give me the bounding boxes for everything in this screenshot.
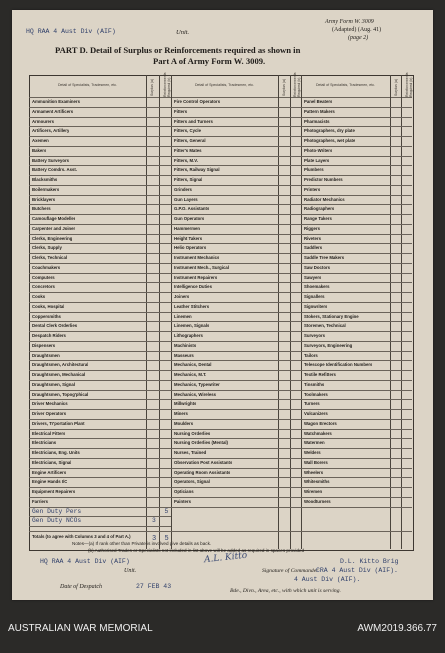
table-row-line [301, 146, 412, 147]
table-row-line [301, 214, 412, 215]
cra-typed-1: CRA 4 Aust Div (AIF). [316, 567, 398, 574]
table-row-line [171, 331, 301, 332]
trade-row-label: Saddlers [304, 245, 323, 251]
trade-row-label: Mechanics, Wireless [174, 391, 216, 397]
trade-row-label: Helio Operators [174, 245, 207, 251]
trade-row-label: Fitters [174, 108, 188, 114]
table-row-line [29, 497, 171, 498]
table-row-line [29, 321, 171, 322]
table-row-line [301, 419, 412, 420]
form-title-line-1: PART D. Detail of Surplus or Reinforcements required as shown in [55, 45, 301, 55]
col-header-surplus: Surplus (a) [150, 78, 155, 96]
signature-name-typed: D.L. Kitto Brig [340, 558, 399, 565]
table-row-line [301, 224, 412, 225]
table-row-line [171, 487, 301, 488]
table-row-line [301, 341, 412, 342]
table-row-line [171, 468, 301, 469]
trade-row-label: G.P.O. Assistants [174, 206, 210, 212]
added-row-label: Gen Duty NCOs [32, 517, 82, 525]
table-row-line [29, 146, 171, 147]
trade-row-label: Mechanics, Typewriter [174, 381, 220, 387]
totals-divider [29, 531, 412, 532]
trade-row-label: Watermen [304, 440, 325, 446]
trade-row-label: Instrument Repairers [174, 274, 218, 280]
table-row-line [29, 214, 171, 215]
trade-row-label: Bricklayers [32, 196, 56, 202]
trade-row-label: Welders [304, 450, 321, 455]
footer-institution: AUSTRALIAN WAR MEMORIAL [8, 623, 153, 634]
table-row-line [29, 331, 171, 332]
trade-row-label: Riveters [304, 235, 321, 241]
table-row-line [171, 165, 301, 166]
trade-row-label: Gun Operators [174, 216, 205, 221]
table-row-line [301, 117, 412, 118]
table-row-line [29, 224, 171, 225]
table-row-line [29, 360, 171, 361]
table-row-line [171, 419, 301, 420]
table-row-line [29, 438, 171, 439]
table-row-line [171, 399, 301, 400]
trade-row-label: Photographers, dry plate [304, 128, 355, 134]
table-row-line [171, 351, 301, 352]
unit-label-bottom: Unit. [124, 568, 137, 574]
trade-row-label: Battery Comdrs. Asst. [32, 167, 77, 173]
trade-row-label: Wheelers [304, 469, 324, 475]
table-row-line [29, 390, 171, 391]
table-row-line [301, 126, 412, 127]
table-row-line [301, 312, 412, 313]
col-header-trade: Detail of Specialists, Tradesmen, etc. [315, 83, 376, 87]
form-ref-3: (page 2) [348, 35, 369, 41]
trade-row-label: Battery Surveyors [32, 157, 70, 163]
table-row-line [171, 380, 301, 381]
table-row-line [171, 390, 301, 391]
table-row-line [29, 165, 171, 166]
table-row-line [171, 126, 301, 127]
table-row-line [171, 253, 301, 254]
table-row-line [301, 165, 412, 166]
table-row-line [29, 409, 171, 410]
trade-row-label: Engine Hands I/C [32, 479, 68, 485]
table-row-line [301, 331, 412, 332]
trade-row-label: Leather Stitchers [174, 303, 210, 309]
table-row-line [171, 117, 301, 118]
trade-row-label: Electricians [32, 440, 57, 446]
table-row-line [29, 429, 171, 430]
trade-row-label: Vulcanizers [304, 411, 328, 416]
form-ref-1: Army Form W. 3009 [325, 19, 374, 25]
trade-row-label: Plumbers [304, 167, 324, 173]
table-row-line [29, 234, 171, 235]
table-row-line [29, 126, 171, 127]
total-required: 5 [164, 535, 169, 543]
trade-row-label: Engine Artificers [32, 469, 67, 475]
table-row-line [29, 487, 171, 488]
trade-row-label: Draughtsmen, Mechanical [32, 372, 86, 377]
table-row-line [301, 185, 412, 186]
table-row-line [301, 302, 412, 303]
table-row-line [171, 282, 301, 283]
table-row-line [301, 351, 412, 352]
trade-row-label: Fitters, Cycle [174, 128, 201, 134]
trade-row-label: Painters [174, 498, 191, 504]
table-row-line [301, 243, 412, 244]
trade-row-label: Surveyors [304, 333, 326, 338]
table-row-line [301, 438, 412, 439]
table-row-line [171, 429, 301, 430]
table-row-line [301, 321, 412, 322]
trade-row-label: Clerks, Engineering [32, 235, 73, 241]
trade-row-label: Height Takers [174, 235, 203, 241]
commander-signature: A.L. Kitto [203, 550, 248, 566]
trade-row-label: Textile Refitters [304, 372, 336, 377]
trade-row-label: Millwrights [174, 401, 197, 407]
table-row-line [29, 468, 171, 469]
table-row-line [29, 263, 171, 264]
table-row-line [29, 526, 171, 527]
table-row-line [171, 175, 301, 176]
trade-row-label: Cooks, Hospital [32, 303, 65, 309]
signature-label: Signature of Commander [262, 568, 319, 574]
table-row-line [171, 312, 301, 313]
table-row-line [301, 136, 412, 137]
table-row-line [29, 399, 171, 400]
trade-row-label: Woodturners [304, 498, 331, 504]
col-header-required: Reinforcements Required (b) [162, 72, 171, 97]
trade-row-label: Range Takers [304, 216, 332, 221]
trade-row-label: Farriers [32, 498, 49, 504]
table-row-line [29, 204, 171, 205]
trade-row-label: Draughtsmen, Architectural [32, 362, 89, 368]
table-row-line [301, 448, 412, 449]
table-row-line [171, 321, 301, 322]
table-row-line [171, 204, 301, 205]
trade-row-label: Hammermen [174, 225, 201, 231]
table-row-line [29, 195, 171, 196]
col-header-surplus: Surplus (a) [393, 78, 398, 96]
trade-row-label: Dispensers [32, 342, 56, 348]
table-row-line [29, 341, 171, 342]
note-line-1: Notes—(a) If rank other than Private is involved give details as back. [72, 541, 212, 546]
trade-row-label: Linemen [174, 313, 192, 319]
table-row-line [301, 263, 412, 264]
table-row-line [171, 156, 301, 157]
trade-row-label: Fitters, Signal [174, 177, 203, 182]
table-row-line [171, 107, 301, 108]
table-row-line [29, 458, 171, 459]
trade-row-label: Fitters, Railway Signal [174, 167, 220, 173]
table-row-line [29, 175, 171, 176]
trade-row-label: Pharmacists [304, 118, 330, 124]
bde-label: Bde., Divn., Area, etc., with which unit is serving. [230, 588, 341, 594]
table-row-line [171, 438, 301, 439]
trade-row-label: Electricians, Signal [32, 459, 72, 465]
trade-row-label: Driver Operators [32, 411, 67, 416]
trade-row-label: Dental Clerk Orderlies [32, 323, 78, 329]
trade-row-label: Wagon Erectors [304, 420, 337, 426]
trade-row-label: Signallers [304, 294, 325, 299]
trade-row-label: Fitters, General [174, 138, 206, 143]
table-row-line [171, 370, 301, 371]
trade-row-label: Saw Doctors [304, 264, 331, 270]
trade-row-label: Artificers, Artillery [32, 128, 70, 134]
table-row-line [171, 234, 301, 235]
table-row-line [301, 458, 412, 459]
form-title-line-2: Part A of Army Form W. 3009. [153, 56, 266, 66]
trade-row-label: Electricians, Eng. Units [32, 450, 80, 455]
table-row-line [301, 175, 412, 176]
trade-row-label: Telescope Identification Numbers [304, 362, 373, 368]
form-page [12, 10, 433, 600]
trade-row-label: Equipment Repairers [32, 489, 76, 494]
trade-row-label: Computers [32, 274, 55, 280]
table-row-line [29, 117, 171, 118]
trade-row-label: Nursing Orderlies [174, 430, 211, 436]
trade-row-label: Panel Beaters [304, 99, 333, 104]
trade-row-label: Lithographers [174, 333, 203, 338]
added-row-label: Gen Duty Pers [32, 507, 82, 515]
cra-typed-2: 4 Aust Div (AIF). [294, 576, 361, 583]
table-row-line [301, 380, 412, 381]
added-row-surplus: 3 [152, 517, 156, 525]
table-row-line [171, 477, 301, 478]
table-row-line [301, 234, 412, 235]
table-row-line [29, 448, 171, 449]
table-row-line [29, 380, 171, 381]
trade-row-label: Despatch Riders [32, 333, 66, 338]
table-row-line [301, 253, 412, 254]
table-row-line [171, 507, 301, 508]
trade-row-label: Moulders [174, 420, 194, 426]
trade-row-label: Sawyers [304, 274, 322, 280]
trade-row-label: Joiners [174, 294, 190, 299]
table-row-line [171, 185, 301, 186]
trade-row-label: Toolmakers [304, 391, 328, 397]
trade-row-label: Wiremen [304, 489, 323, 494]
table-row-line [301, 360, 412, 361]
table-row-line [301, 107, 412, 108]
table-row-line [301, 477, 412, 478]
table-row-line [29, 253, 171, 254]
header-divider [29, 97, 412, 98]
table-row-line [171, 273, 301, 274]
trade-row-label: Pattern Makers [304, 108, 335, 114]
trade-row-label: Grinders [174, 186, 192, 192]
table-row-line [29, 351, 171, 352]
table-row-line [301, 487, 412, 488]
table-row-line [171, 243, 301, 244]
trade-row-label: Armament Artificers [32, 108, 74, 114]
table-row-line [29, 477, 171, 478]
table-row-line [29, 419, 171, 420]
trade-row-label: Whitesmiths [304, 479, 330, 485]
trade-row-label: Driver Mechanics [32, 401, 68, 407]
trade-row-label: Mechanics, M.T. [174, 372, 207, 377]
table-row-line [29, 243, 171, 244]
trade-row-label: Surveyors, Engineering [304, 342, 353, 348]
trade-row-label: Predictor Numbers [304, 177, 343, 182]
table-row-line [301, 507, 412, 508]
trade-row-label: Draughtsmen, Signal [32, 381, 75, 387]
table-row-line [171, 360, 301, 361]
table-row-line [171, 341, 301, 342]
trade-row-label: Watchmakers [304, 430, 332, 436]
table-row-line [171, 214, 301, 215]
trade-row-label: Nursing Orderlies (Mental) [174, 440, 228, 446]
table-row-line [29, 156, 171, 157]
table-row-line [29, 273, 171, 274]
table-row-line [171, 292, 301, 293]
date-typed: 27 FEB 43 [136, 583, 172, 590]
trade-row-label: Wall Borers [304, 459, 328, 465]
table-row-line [301, 390, 412, 391]
table-row-line [301, 195, 412, 196]
table-row-line [301, 273, 412, 274]
table-row-line [29, 292, 171, 293]
trade-row-label: Butchers [32, 206, 51, 212]
trade-row-label: Machinists [174, 342, 197, 348]
trade-row-label: Radiographers [304, 206, 335, 212]
trade-row-label: Opticians [174, 489, 194, 494]
trade-row-label: Drivers, Tr'portation Plant [32, 420, 85, 426]
table-row-line [171, 409, 301, 410]
table-row-line [29, 136, 171, 137]
table-row-line [301, 282, 412, 283]
table-row-line [29, 302, 171, 303]
trade-row-label: Mechanics, Dental [174, 362, 212, 368]
trade-row-label: Concretors [32, 284, 55, 290]
trade-row-label: Stokers, Stationary Engine [304, 313, 359, 319]
trade-row-label: Camouflage Modeller [32, 216, 76, 221]
table-row-line [301, 409, 412, 410]
trade-row-label: Operating Room Assistants [174, 469, 231, 475]
unit-typed-bottom: HQ RAA 4 Aust Div (AIF) [40, 558, 130, 565]
trade-row-label: Fitters and Turners [174, 118, 213, 124]
trade-row-label: Linemen, Signals [174, 323, 210, 329]
trade-row-label: Electrical Fitters [32, 430, 66, 436]
trade-row-label: Ammunition Examiners [32, 99, 80, 104]
note-line-2: (b) Authorised Trades or Specialists not included in list above will be added as required in spaces provided [88, 548, 305, 553]
trade-row-label: Instrument Mechanics [174, 255, 220, 260]
col-header-trade: Detail of Specialists, Tradesmen, etc. [57, 83, 118, 87]
trade-row-label: Instrument Mech., Surgical [174, 264, 229, 270]
trade-row-label: Observation Post Assistants [174, 459, 233, 465]
trade-row-label: Clerks, Supply [32, 245, 62, 251]
trade-row-label: Draughtsmen, Topog'phical [32, 391, 89, 397]
trade-row-label: Clerks, Technical [32, 255, 68, 260]
table-row-line [29, 185, 171, 186]
table-row-line [301, 204, 412, 205]
table-row-line [171, 302, 301, 303]
trade-row-label: Radiator Mechanics [304, 196, 345, 202]
col-header-surplus: Surplus (a) [281, 78, 286, 96]
trade-row-label: Storemen, Technical [304, 323, 346, 329]
trade-row-label: Fire Control Operators [174, 99, 221, 104]
total-surplus: 3 [152, 535, 157, 543]
trade-row-label: Photo-Writers [304, 147, 333, 153]
table-row-line [171, 458, 301, 459]
trade-row-label: Plate Layers [304, 157, 330, 163]
table-row-line [301, 429, 412, 430]
trade-row-label: Blacksmiths [32, 177, 58, 182]
added-row-required: 5 [164, 507, 169, 515]
trade-row-label: Operators, Signal [174, 479, 210, 485]
table-row-line [171, 195, 301, 196]
table-row-line [171, 224, 301, 225]
trade-row-label: Intelligence Duties [174, 284, 212, 290]
table-row-line [171, 146, 301, 147]
table-row-line [171, 497, 301, 498]
trade-row-label: Gun Layers [174, 196, 198, 202]
footer-accession: AWM2019.366.77 [357, 623, 437, 634]
totals-label: Totals (to agree with Columns 3 and 4 of Part A.) [32, 534, 131, 539]
trade-row-label: Carpenter and Joiner [32, 225, 76, 231]
table-row-line [301, 399, 412, 400]
trade-row-label: Shoemakers [304, 284, 330, 290]
collection-footer [0, 607, 445, 653]
unit-label-top: Unit. [176, 29, 190, 36]
table-row-line [29, 107, 171, 108]
table-row-line [29, 312, 171, 313]
trade-row-label: Coachmakers [32, 264, 61, 270]
table-row-line [171, 136, 301, 137]
trade-row-label: Boilermakers [32, 186, 60, 192]
table-row-line [171, 263, 301, 264]
col-header-trade: Detail of Specialists, Tradesmen, etc. [194, 83, 255, 87]
trade-row-label: Tailors [304, 352, 318, 358]
trade-row-label: Printers [304, 186, 321, 192]
table-row-line [29, 370, 171, 371]
table-row-line [301, 292, 412, 293]
unit-typed-top: HQ RAA 4 Aust Div (AIF) [26, 28, 116, 35]
table-row-line [301, 497, 412, 498]
table-row-line [29, 282, 171, 283]
trade-row-label: Axemen [32, 138, 49, 143]
col-header-required: Reinforcements Required (b) [404, 72, 413, 97]
trade-row-label: Tinsmiths [304, 381, 325, 387]
trade-row-label: Nurses, Trained [174, 450, 207, 455]
trade-row-label: Turners [304, 401, 320, 407]
trade-row-label: Fitter's Mates [174, 147, 202, 153]
table-row-line [301, 370, 412, 371]
trade-row-label: Armourers [32, 118, 54, 124]
date-label: Date of Despatch [60, 584, 102, 590]
trade-row-label: Saddle Tree Makers [304, 255, 345, 260]
col-header-required: Reinforcements Required (b) [293, 72, 302, 97]
trade-row-label: Masseurs [174, 352, 194, 358]
trade-row-label: Miners [174, 411, 188, 416]
table-row-line [171, 448, 301, 449]
trade-row-label: Signwriters [304, 303, 328, 309]
form-ref-2: (Adapted) (Aug. 41) [332, 27, 382, 33]
trade-row-label: Fitters, M.V. [174, 157, 198, 163]
table-row-line [301, 468, 412, 469]
table-row-line [301, 156, 412, 157]
trade-row-label: Bakers [32, 147, 47, 153]
trade-row-label: Cooks [32, 294, 46, 299]
trade-row-label: Riggers [304, 225, 320, 231]
trade-row-label: Draughtsmen [32, 352, 60, 358]
trade-row-label: Photographers, wet plate [304, 138, 356, 143]
trade-row-label: Coppersmiths [32, 313, 61, 319]
